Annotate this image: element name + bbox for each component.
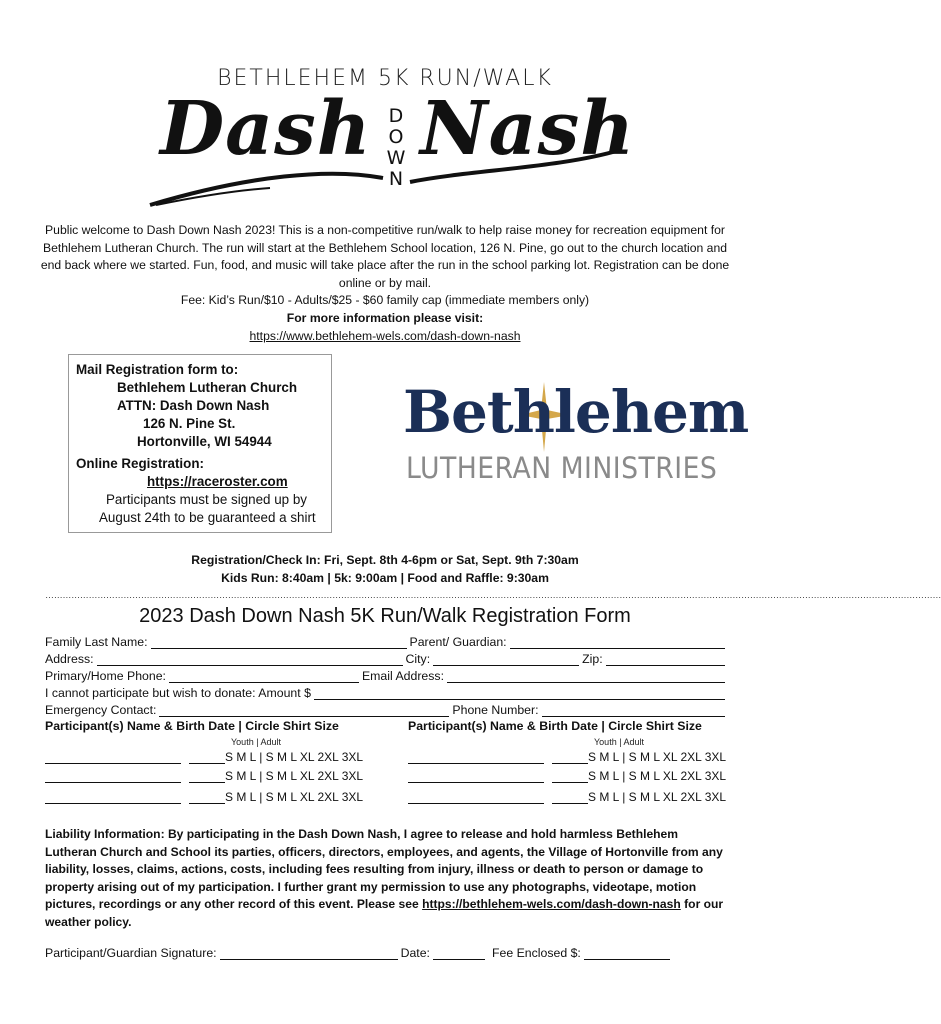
mail-street: 126 N. Pine St.	[143, 416, 236, 431]
youth-adult-right: Youth | Adult	[594, 737, 645, 747]
city-field[interactable]	[433, 653, 579, 666]
intro-paragraph: Public welcome to Dash Down Nash 2023! This is a non-competitive run/walk to help raise money for recreation equipment for Bethlehem Lutheran Church. The run will start at the Bethlehem School location, 126 N. Pine, go out to the church location and end back where we started. Fun, food, and music will take place after the run in the school parking lot. Registration can be done online or by mail.	[40, 223, 730, 290]
participants-heading-left: Participant(s) Name & Birth Date | Circle Shirt Size	[45, 719, 339, 733]
mail-attn: ATTN: Dash Down Nash	[117, 398, 270, 413]
participant-name-field[interactable]	[45, 770, 181, 783]
signature-field[interactable]	[220, 947, 398, 960]
emergency-label: Emergency Contact:	[45, 703, 157, 717]
participant-name-field[interactable]	[408, 770, 544, 783]
parent-guardian-field[interactable]	[510, 636, 725, 649]
mail-church: Bethlehem Lutheran Church	[117, 380, 298, 395]
family-last-name-label: Family Last Name:	[45, 635, 148, 649]
row-family	[45, 632, 725, 649]
logo-down-letter: O	[388, 126, 404, 148]
phone-number-field[interactable]	[542, 704, 725, 717]
liability-tail: for our weather policy.	[45, 897, 724, 929]
city-label: City:	[405, 652, 431, 666]
participant-row	[45, 790, 363, 804]
participant-birthdate-field[interactable]	[189, 770, 225, 783]
signature-label: Participant/Guardian Signature:	[45, 946, 217, 960]
mail-registration-box	[68, 354, 332, 533]
logo-dash: Dash	[160, 86, 372, 172]
phone-field[interactable]	[169, 670, 359, 683]
phone-number-label: Phone Number:	[452, 703, 539, 717]
participant-row	[408, 769, 726, 783]
checkin-line-1: Registration/Check In: Fri, Sept. 8th 4-6pm or Sat, Sept. 9th 7:30am	[191, 553, 579, 567]
mail-city: Hortonville, WI 54944	[137, 434, 272, 449]
logo-down-letter: D	[388, 105, 404, 127]
shirt-sizes[interactable]: S M L | S M L XL 2XL 3XL	[225, 790, 364, 804]
donate-label: I cannot participate but wish to donate: Amount $	[45, 686, 311, 700]
signup-note-2: August 24th to be guaranteed a shirt	[99, 510, 316, 525]
logo-down-letter: W	[386, 147, 406, 169]
parent-guardian-label: Parent/ Guardian:	[409, 635, 507, 649]
shirt-sizes[interactable]: S M L | S M L XL 2XL 3XL	[588, 790, 727, 804]
info-link[interactable]: https://www.bethlehem-wels.com/dash-down-nash	[249, 328, 521, 343]
fee-line: Fee: Kid’s Run/$10 - Adults/$25 - $60 family cap (immediate members only)	[180, 293, 590, 308]
intro-text	[40, 222, 730, 345]
participant-birthdate-field[interactable]	[552, 751, 588, 764]
phone-label: Primary/Home Phone:	[45, 669, 166, 683]
participant-name-field[interactable]	[408, 751, 544, 764]
row-emergency	[45, 700, 725, 717]
fee-enclosed-field[interactable]	[584, 947, 670, 960]
address-label: Address:	[45, 652, 94, 666]
emergency-field[interactable]	[159, 704, 449, 717]
logo-down	[385, 106, 407, 190]
signup-note-1: Participants must be signed up by	[106, 492, 307, 507]
liability-link[interactable]: https://bethlehem-wels.com/dash-down-nash	[422, 897, 681, 912]
youth-adult-left: Youth | Adult	[231, 737, 282, 747]
shirt-sizes[interactable]: S M L | S M L XL 2XL 3XL	[588, 769, 727, 783]
logo-nash: Nash	[420, 86, 636, 172]
participants-heading-right: Participant(s) Name & Birth Date | Circle Shirt Size	[408, 719, 702, 733]
shirt-sizes[interactable]: S M L | S M L XL 2XL 3XL	[588, 750, 727, 764]
mail-heading: Mail Registration form to:	[76, 362, 239, 377]
zip-label: Zip:	[582, 652, 603, 666]
form-title: 2023 Dash Down Nash 5K Run/Walk Registration Form	[139, 605, 631, 627]
participant-birthdate-field[interactable]	[552, 791, 588, 804]
signature-row	[45, 946, 673, 960]
row-phone	[45, 666, 725, 683]
participant-name-field[interactable]	[45, 751, 181, 764]
participant-name-field[interactable]	[45, 791, 181, 804]
address-field[interactable]	[97, 653, 403, 666]
email-label: Email Address:	[361, 669, 444, 683]
online-heading: Online Registration:	[76, 456, 204, 471]
donate-field[interactable]	[314, 687, 725, 700]
participant-birthdate-field[interactable]	[552, 770, 588, 783]
family-last-name-field[interactable]	[151, 636, 407, 649]
event-title: BETHLEHEM 5K RUN/WALK	[217, 66, 553, 91]
checkin-info	[0, 551, 770, 587]
fee-enclosed-label: Fee Enclosed $:	[491, 946, 581, 960]
participant-row	[45, 769, 363, 783]
row-donate	[45, 683, 725, 700]
participant-row	[408, 790, 726, 804]
participant-row	[45, 750, 363, 764]
cut-line: …………………………………………………………………………………………………………………………………………………………………………………………………………………………………………………………………………………	[45, 590, 941, 600]
participant-birthdate-field[interactable]	[189, 751, 225, 764]
shirt-sizes[interactable]: S M L | S M L XL 2XL 3XL	[225, 750, 364, 764]
ministries-logo-word: Bethlehem	[403, 378, 749, 446]
date-field[interactable]	[433, 947, 485, 960]
shirt-sizes[interactable]: S M L | S M L XL 2XL 3XL	[225, 769, 364, 783]
logo-down-letter: N	[388, 168, 404, 190]
zip-field[interactable]	[606, 653, 725, 666]
row-address	[45, 649, 725, 666]
liability-body: Liability Information: By participating in the Dash Down Nash, I agree to release and hold harmless Bethlehem Lutheran Church and School its parties, officers, directors, employees, and agents, the Village of Hortonville from any liability, losses, claims, actions, costs, including fees resulting from injury, illness or death to person or damage to property arising out of my participation. I further grant my permission to use any photographs, videotape, motion pictures, recordings or any other record of this event. Please see	[45, 827, 723, 912]
liability-text	[45, 826, 725, 932]
participant-birthdate-field[interactable]	[189, 791, 225, 804]
date-label: Date:	[400, 946, 430, 960]
email-field[interactable]	[447, 670, 725, 683]
checkin-line-2: Kids Run: 8:40am | 5k: 9:00am | Food and Raffle: 9:30am	[221, 571, 549, 585]
more-info-line: For more information please visit:	[286, 310, 484, 325]
ministries-logo-sub: LUTHERAN MINISTRIES	[406, 451, 718, 485]
participant-name-field[interactable]	[408, 791, 544, 804]
participant-row	[408, 750, 726, 764]
online-link[interactable]: https://raceroster.com	[147, 474, 288, 489]
